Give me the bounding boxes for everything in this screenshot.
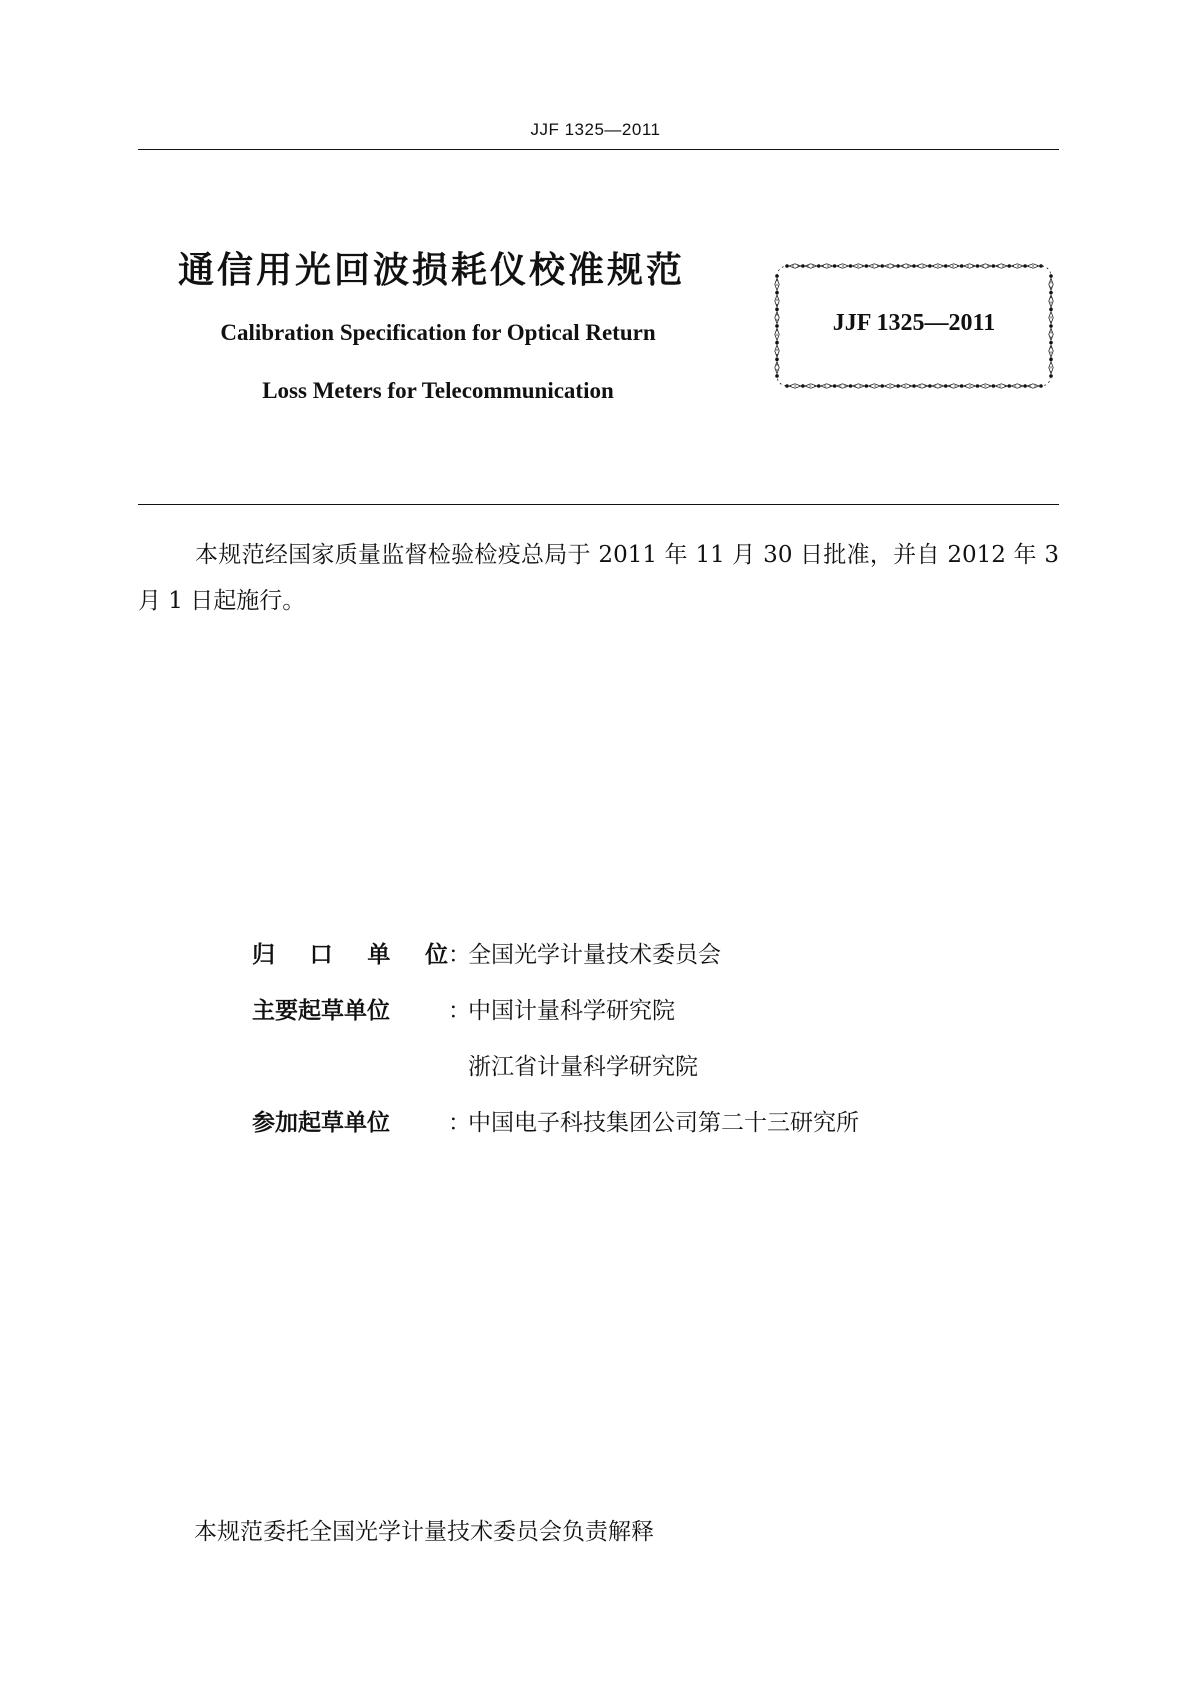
- org-label-char: 归: [252, 941, 275, 968]
- org-label-char: 位: [424, 941, 448, 968]
- org-row-responsible: [252, 924, 859, 980]
- border-diamond: [932, 384, 944, 388]
- org-colon: ：: [448, 997, 471, 1024]
- org-label-char: 口: [309, 941, 333, 968]
- header-divider: [138, 149, 1059, 150]
- org-row-main-drafting: [252, 980, 859, 1036]
- border-dot: [775, 374, 779, 378]
- org-row-participating: [252, 1092, 859, 1148]
- border-dot: [1049, 374, 1053, 378]
- border-diamond: [979, 264, 991, 268]
- border-dot: [1039, 264, 1043, 268]
- header-standard-code: JJF 1325—2011: [530, 120, 661, 139]
- org-value-main-drafting-1: 中国计量科学研究院: [468, 997, 675, 1024]
- org-colon: ：: [448, 941, 471, 968]
- border-diamond: [789, 264, 801, 268]
- title-chinese: 通信用光回波损耗仪校准规范: [178, 250, 686, 291]
- border-diamond: [884, 264, 896, 268]
- org-value-main-drafting-2: 浙江省计量科学研究院: [468, 1053, 698, 1080]
- border-diamond: [805, 264, 817, 268]
- org-label-responsible: [252, 936, 448, 969]
- org-colon: ：: [448, 1109, 471, 1136]
- border-diamond: [1049, 278, 1053, 290]
- border-diamond: [900, 264, 912, 268]
- border-diamond: [775, 362, 779, 374]
- title-english-line1: Calibration Specification for Optical Return: [220, 320, 656, 345]
- org-label-participating: 参加起草单位: [252, 1109, 390, 1136]
- border-diamond: [837, 384, 849, 388]
- org-value-responsible: 全国光学计量技术委员会: [468, 941, 721, 968]
- org-label-main-drafting: 主要起草单位: [252, 997, 390, 1024]
- section-divider: [138, 504, 1059, 505]
- approval-statement: 本规范经国家质量监督检验检疫总局于 2011 年 11 月 30 日批准，并自 2012 年 3 月 1 日起施行。: [138, 542, 1059, 614]
- title-english-line2: Loss Meters for Telecommunication: [262, 378, 614, 403]
- org-value-participating: 中国电子科技集团公司第二十三研究所: [468, 1109, 859, 1136]
- org-label-char: 单: [367, 941, 391, 968]
- code-box-text: JJF 1325—2011: [832, 310, 996, 336]
- org-row-main-drafting-cont: [252, 1036, 859, 1092]
- border-diamond: [1011, 384, 1023, 388]
- standard-code-box: [773, 262, 1055, 390]
- border-dot: [1039, 384, 1043, 388]
- interpretation-note: 本规范委托全国光学计量技术委员会负责解释: [194, 1519, 654, 1545]
- border-diamond: [1027, 384, 1039, 388]
- organizations-block: [252, 924, 859, 1148]
